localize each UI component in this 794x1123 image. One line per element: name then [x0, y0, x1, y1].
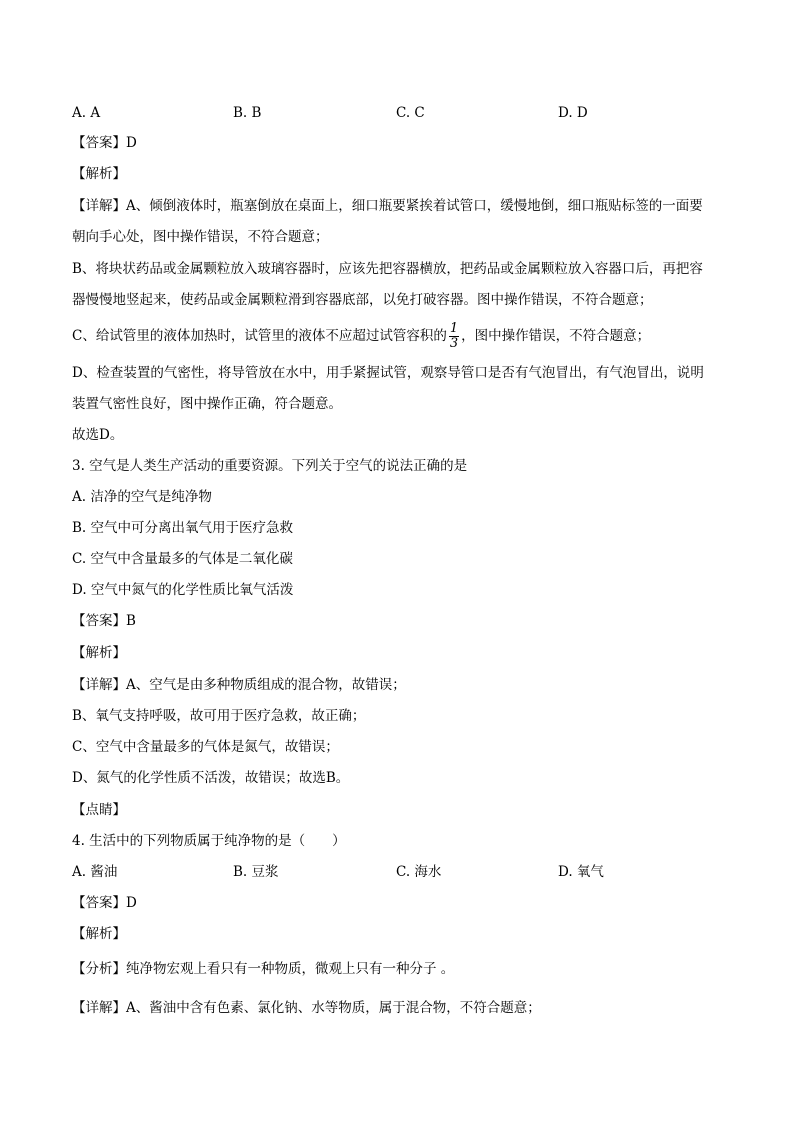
fraction-one-third	[449, 322, 459, 351]
q4-option-b: B. 豆浆	[233, 864, 279, 880]
detail-text: A、酱油中含有色素、氯化钠、水等物质，属于混合物，不符合题意；	[126, 1000, 541, 1016]
q3-answer	[72, 611, 136, 631]
detail-text: A、空气是由多种物质组成的混合物，故错误；	[126, 677, 406, 693]
analysis-sub-tag: 【分析】	[72, 961, 126, 977]
answer-value: D	[126, 135, 137, 151]
line-c-before: C、给试管里的液体加热时，试管里的液体不应超过试管容积的	[72, 328, 447, 344]
q2-analysis-tag: 【解析】	[72, 166, 126, 182]
q2-detail-line-d1: D、检查装置的气密性，将导管放在水中，用手紧握试管，观察导管口是否有气泡冒出，有气泡冒出，说明	[72, 365, 704, 381]
q3-detail-line-1	[72, 675, 406, 695]
answer-value: D	[126, 895, 137, 911]
fraction-numerator: 1	[449, 321, 459, 336]
answer-tag: 【答案】	[72, 613, 126, 629]
q4-option-c: C. 海水	[396, 864, 442, 880]
q4-analysis-line	[72, 959, 454, 979]
fraction-denominator: 3	[449, 336, 459, 351]
detail-tag: 【详解】	[72, 677, 126, 693]
q4-stem: 4. 生活中的下列物质属于纯净物的是（ ）	[72, 833, 346, 849]
q3-detail-line-4: D、氮气的化学性质不活泼，故错误；故选B。	[72, 770, 350, 786]
q4-answer	[72, 893, 137, 913]
answer-value: B	[126, 613, 136, 629]
detail-text: A、倾倒液体时，瓶塞倒放在桌面上，细口瓶要紧挨着试管口，缓慢地倒，细口瓶贴标签的一面要	[126, 198, 703, 214]
detail-tag: 【详解】	[72, 1000, 126, 1016]
q4-option-a: A. 酱油	[72, 864, 118, 880]
q4-detail-line-1	[72, 998, 541, 1018]
answer-tag: 【答案】	[72, 895, 126, 911]
q3-comment-tag: 【点睛】	[72, 802, 126, 818]
q3-option-a: A. 洁净的空气是纯净物	[72, 489, 212, 505]
q2-detail-line-1	[72, 196, 703, 216]
detail-tag: 【详解】	[72, 198, 126, 214]
q2-detail-line-3: B、将块状药品或金属颗粒放入玻璃容器时，应该先把容器横放，把药品或金属颗粒放入容器口后，再把容	[72, 261, 703, 277]
q2-option-a: A. A	[72, 105, 101, 121]
q2-conclusion: 故选D。	[72, 427, 124, 443]
q3-analysis-tag: 【解析】	[72, 645, 126, 661]
q3-option-c: C. 空气中含量最多的气体是二氧化碳	[72, 551, 293, 567]
answer-tag: 【答案】	[72, 135, 126, 151]
q2-option-d: D. D	[558, 105, 588, 121]
q4-option-d: D. 氧气	[558, 864, 604, 880]
q2-detail-line-c	[72, 322, 650, 351]
q3-stem: 3. 空气是人类生产活动的重要资源。下列关于空气的说法正确的是	[72, 458, 468, 474]
analysis-text: 纯净物宏观上看只有一种物质，微观上只有一种分子 。	[126, 961, 455, 977]
q3-detail-line-2: B、氧气支持呼吸，故可用于医疗急救，故正确；	[72, 708, 366, 724]
q2-detail-line-2: 朝向手心处，图中操作错误，不符合题意；	[72, 229, 329, 245]
q2-option-b: B. B	[233, 105, 262, 121]
q2-answer	[72, 133, 137, 153]
q3-detail-line-3: C、空气中含量最多的气体是氮气，故错误；	[72, 739, 339, 755]
q4-analysis-tag: 【解析】	[72, 926, 126, 942]
q2-options-row	[72, 103, 722, 123]
line-c-after: ，图中操作错误，不符合题意；	[461, 328, 651, 344]
q3-option-d: D. 空气中氮气的化学性质比氧气活泼	[72, 582, 294, 598]
q4-options-row	[72, 862, 722, 882]
q2-detail-line-4: 器慢慢地竖起来，使药品或金属颗粒滑到容器底部，以免打破容器。图中操作错误，不符合题意；	[72, 292, 653, 308]
q2-option-c: C. C	[396, 105, 425, 121]
q2-detail-line-d2: 装置气密性良好，图中操作正确，符合题意。	[72, 396, 342, 412]
q3-option-b: B. 空气中可分离出氧气用于医疗急救	[72, 520, 294, 536]
